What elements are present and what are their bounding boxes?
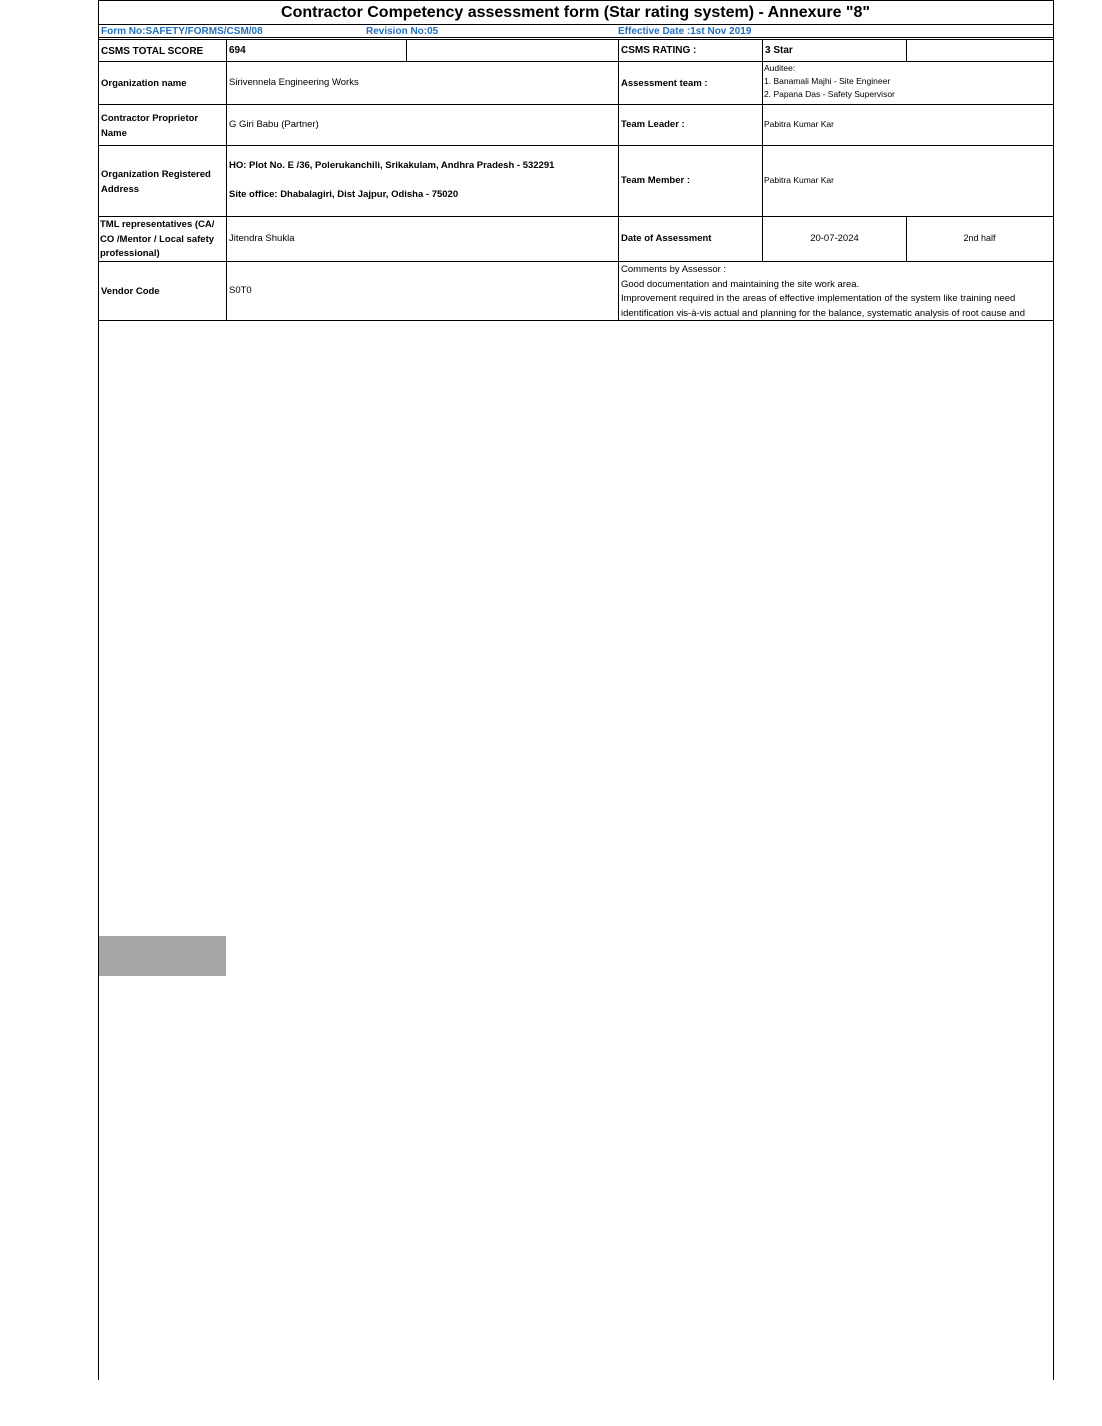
assessor-comment-line: identification vis-à-vis actual and planning for the balance, systematic analysis of root cause and xyxy=(621,307,1025,319)
auditee-line: 2. Papana Das - Safety Supervisor xyxy=(764,89,895,99)
total-score-label: CSMS TOTAL SCORE xyxy=(101,46,204,57)
row-border xyxy=(98,0,1053,1)
auditee-line: Auditee: xyxy=(764,63,796,73)
tml-rep-label: CO /Mentor / Local safety xyxy=(100,233,215,245)
team-member-label: Team Member : xyxy=(621,175,690,186)
address-ho: HO: Plot No. E /36, Polerukanchili, Srikakulam, Andhra Pradesh - 532291 xyxy=(229,160,555,171)
effective-date: Effective Date :1st Nov 2019 xyxy=(618,26,752,37)
column-border xyxy=(906,39,907,61)
column-border xyxy=(618,39,619,320)
column-border xyxy=(762,39,763,261)
tml-rep-label: TML representatives (CA/ xyxy=(100,219,215,230)
org-name-label: Organization name xyxy=(101,78,187,89)
tml-rep-value: Jitendra Shukla xyxy=(229,233,295,244)
rating-value: 3 Star xyxy=(765,45,793,56)
row-border xyxy=(98,216,1053,217)
row-border xyxy=(98,104,1053,105)
total-score-value: 694 xyxy=(229,45,246,56)
address-label: Organization Registered xyxy=(101,169,211,180)
proprietor-label: Contractor Proprietor xyxy=(101,113,199,124)
team-leader-label: Team Leader : xyxy=(621,119,685,130)
org-name-value: Sirivennela Engineering Works xyxy=(229,77,359,88)
column-border xyxy=(1053,0,1054,1380)
row-border xyxy=(98,37,1053,38)
row-border xyxy=(98,39,1053,40)
proprietor-label: Name xyxy=(101,128,127,139)
column-border xyxy=(226,39,227,320)
column-border xyxy=(98,0,99,1380)
assessor-comment-line: Improvement required in the areas of effective implementation of the system like training need xyxy=(621,293,1016,304)
others-shaded-cell xyxy=(99,936,226,976)
address-label: Address xyxy=(101,184,140,195)
revision-number: Revision No:05 xyxy=(366,26,439,37)
address-site: Site office: Dhabalagiri, Dist Jajpur, Odisha - 75020 xyxy=(229,189,459,200)
row-border xyxy=(98,261,1053,262)
assessment-date-label: Date of Assessment xyxy=(621,233,712,244)
row-border xyxy=(98,61,1053,62)
tml-rep-label: professional) xyxy=(100,248,160,259)
assessor-comment-line: Good documentation and maintaining the site work area. xyxy=(621,278,860,290)
assessment-date-value: 20-07-2024 xyxy=(810,233,859,244)
assessment-half: 2nd half xyxy=(963,233,996,243)
assessor-comment-line: Comments by Assessor : xyxy=(621,264,727,275)
team-leader-value: Pabitra Kumar Kar xyxy=(764,119,834,129)
column-border xyxy=(406,39,407,61)
vendor-code-value: S0T0 xyxy=(229,285,252,296)
auditee-line: 1. Banamali Majhi - Site Engineer xyxy=(764,76,891,86)
assessment-team-label: Assessment team : xyxy=(621,78,708,89)
form-title: Contractor Competency assessment form (Star rating system) - Annexure "8" xyxy=(281,4,870,21)
form-number: Form No:SAFETY/FORMS/CSM/08 xyxy=(101,26,263,37)
proprietor-value: G Giri Babu (Partner) xyxy=(229,119,319,130)
team-member-value: Pabitra Kumar Kar xyxy=(764,175,834,185)
row-border xyxy=(98,145,1053,146)
row-border xyxy=(98,24,1053,25)
vendor-code-label: Vendor Code xyxy=(101,286,160,297)
rating-label: CSMS RATING : xyxy=(621,45,697,56)
